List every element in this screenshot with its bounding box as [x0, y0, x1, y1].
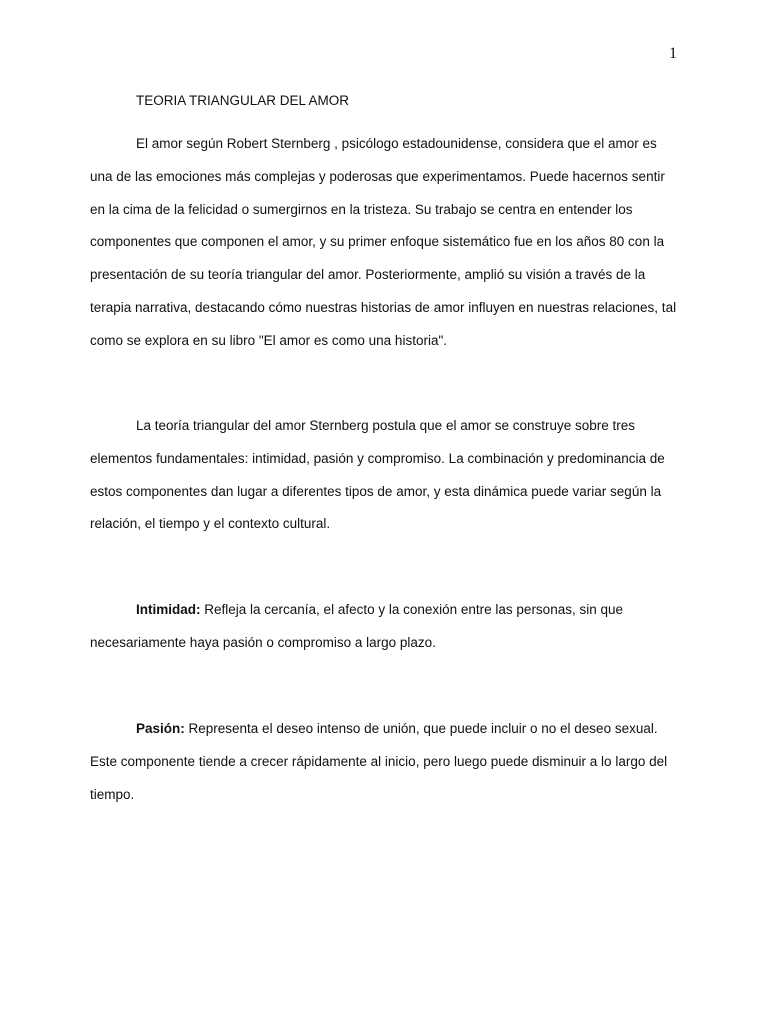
- term-passion: Pasión:: [136, 721, 185, 736]
- paragraph-text: La teoría triangular del amor Sternberg postula que el amor se construye sobre tres elementos fundamentales: intimidad, pasión y compromiso. La combinación y predominancia de estos componentes dan lugar a diferentes tipos de amor, y esta dinámica puede variar según la relación, el tiempo y el contexto cultural.: [90, 418, 665, 532]
- paragraph-introduction: [90, 128, 680, 358]
- paragraph-text: El amor según Robert Sternberg , psicólogo estadounidense, considera que el amor es una de las emociones más complejas y poderosas que experimentamos. Puede hacernos sentir en la cima de la felicidad o sumergirnos en la tristeza. Su trabajo se centra en entender los componentes que componen el amor, y su primer enfoque sistemático fue en los años 80 con la presentación de su teoría triangular del amor. Posteriormente, amplió su visión a través de la terapia narrativa, destacando cómo nuestras historias de amor influyen en nuestras relaciones, tal como se explora en su libro "El amor es como una historia".: [90, 136, 677, 348]
- document-title: TEORIA TRIANGULAR DEL AMOR: [136, 93, 350, 108]
- paragraph-text: Representa el deseo intenso de unión, que puede incluir o no el deseo sexual. Este componente tiende a crecer rápidamente al inicio, pero luego puede disminuir a lo largo del tiempo.: [90, 721, 668, 802]
- paragraph-theory: [90, 410, 680, 541]
- paragraph-passion: [90, 713, 680, 811]
- paragraph-intimacy: [90, 594, 680, 660]
- page-number: 1: [669, 45, 677, 62]
- term-intimacy: Intimidad:: [136, 602, 201, 617]
- paragraph-text: Refleja la cercanía, el afecto y la conexión entre las personas, sin que necesariamente haya pasión o compromiso a largo plazo.: [90, 602, 623, 650]
